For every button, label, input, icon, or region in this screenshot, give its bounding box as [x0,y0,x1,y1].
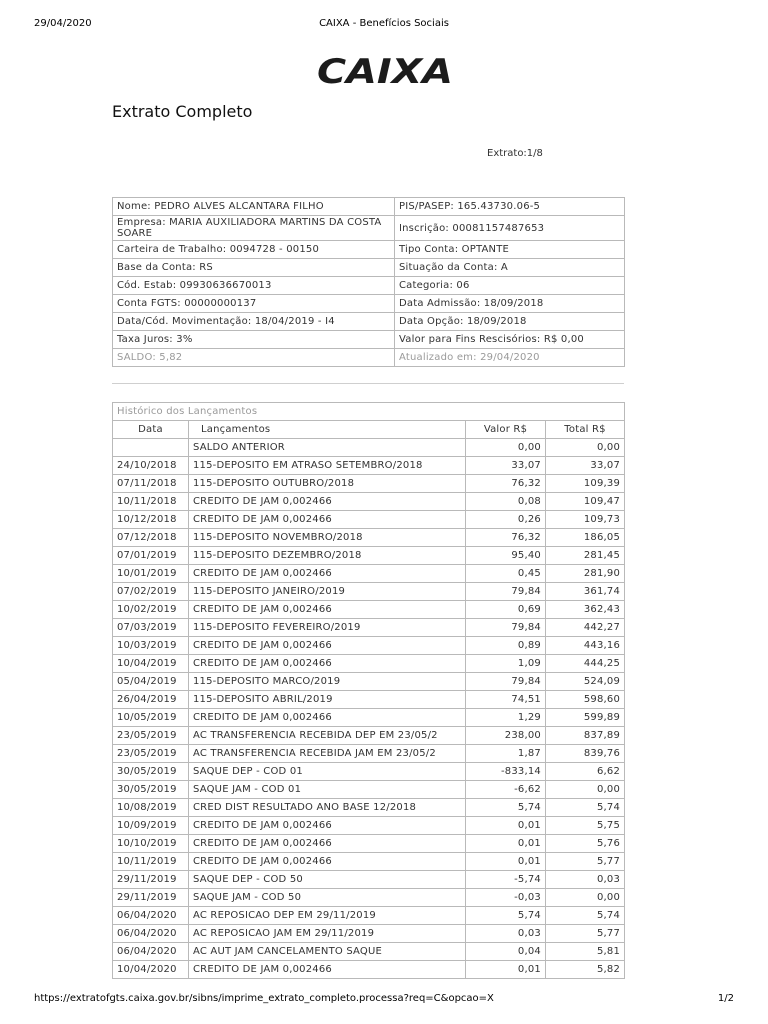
entry-total: 444,25 [546,655,625,673]
history-caption: Histórico dos Lançamentos [113,403,625,421]
info-row [113,349,625,367]
entry-description: AC TRANSFERENCIA RECEBIDA DEP EM 23/05/2 [189,727,466,745]
print-date: 29/04/2020 [34,18,92,29]
entry-description: SAQUE DEP - COD 01 [189,763,466,781]
info-field-left: Empresa: MARIA AUXILIADORA MARTINS DA COSTA SOARE [113,216,395,241]
table-row [113,817,625,835]
entry-date: 30/05/2019 [113,781,189,799]
entry-date: 10/02/2019 [113,601,189,619]
info-field-left: Cód. Estab: 09930636670013 [113,277,395,295]
table-row [113,457,625,475]
entry-total: 5,74 [546,799,625,817]
entry-description: SAQUE DEP - COD 50 [189,871,466,889]
col-header-entries: Lançamentos [189,421,466,439]
table-row [113,853,625,871]
table-row [113,601,625,619]
info-row [113,259,625,277]
entry-value: -5,74 [466,871,546,889]
info-field-left: Conta FGTS: 00000000137 [113,295,395,313]
table-row [113,835,625,853]
entry-description: CREDITO DE JAM 0,002466 [189,637,466,655]
entry-description: CREDITO DE JAM 0,002466 [189,817,466,835]
entry-value: 1,09 [466,655,546,673]
entry-value: 95,40 [466,547,546,565]
entry-value: 0,26 [466,511,546,529]
entry-value: -833,14 [466,763,546,781]
entry-date: 29/11/2019 [113,889,189,907]
entry-date: 24/10/2018 [113,457,189,475]
print-header-title: CAIXA - Benefícios Sociais [319,18,449,29]
print-footer-url: https://extratofgts.caixa.gov.br/sibns/imprime_extrato_completo.processa?req=C&opcao=X [34,993,494,1004]
entry-date [113,439,189,457]
entry-date: 10/04/2020 [113,961,189,979]
entry-description: SALDO ANTERIOR [189,439,466,457]
page-title: Extrato Completo [112,102,253,121]
entry-date: 07/03/2019 [113,619,189,637]
info-field-right: Tipo Conta: OPTANTE [395,241,625,259]
table-row [113,961,625,979]
info-field-left: SALDO: 5,82 [113,349,395,367]
entry-value: 5,74 [466,799,546,817]
history-table [112,402,625,979]
entry-description: 115-DEPOSITO OUTUBRO/2018 [189,475,466,493]
info-field-right: Situação da Conta: A [395,259,625,277]
entry-value: -6,62 [466,781,546,799]
entry-total: 837,89 [546,727,625,745]
entry-date: 06/04/2020 [113,943,189,961]
entry-value: 238,00 [466,727,546,745]
entry-date: 23/05/2019 [113,745,189,763]
info-field-right: Atualizado em: 29/04/2020 [395,349,625,367]
table-row [113,529,625,547]
table-row [113,889,625,907]
entry-value: 1,29 [466,709,546,727]
account-info-table [112,197,625,367]
entry-value: -0,03 [466,889,546,907]
table-row [113,907,625,925]
entry-total: 281,45 [546,547,625,565]
table-row [113,781,625,799]
info-field-left: Data/Cód. Movimentação: 18/04/2019 - I4 [113,313,395,331]
table-row [113,727,625,745]
info-field-right: Inscrição: 00081157487653 [395,216,625,241]
entry-description: CREDITO DE JAM 0,002466 [189,835,466,853]
entry-date: 06/04/2020 [113,907,189,925]
entry-total: 109,47 [546,493,625,511]
table-row [113,799,625,817]
entry-description: CREDITO DE JAM 0,002466 [189,601,466,619]
entry-description: CREDITO DE JAM 0,002466 [189,655,466,673]
info-field-left: Taxa Juros: 3% [113,331,395,349]
entry-value: 76,32 [466,529,546,547]
entry-description: SAQUE JAM - COD 50 [189,889,466,907]
entry-total: 0,00 [546,889,625,907]
caixa-logo-text: CAIXA [317,52,453,88]
entry-description: CREDITO DE JAM 0,002466 [189,961,466,979]
entry-value: 0,04 [466,943,546,961]
entry-date: 10/03/2019 [113,637,189,655]
info-field-left: Nome: PEDRO ALVES ALCANTARA FILHO [113,198,395,216]
table-row [113,511,625,529]
entry-description: AC TRANSFERENCIA RECEBIDA JAM EM 23/05/2 [189,745,466,763]
table-row [113,583,625,601]
table-row [113,547,625,565]
entry-total: 0,00 [546,439,625,457]
entry-value: 0,03 [466,925,546,943]
entry-description: 115-DEPOSITO NOVEMBRO/2018 [189,529,466,547]
table-row [113,709,625,727]
entry-description: 115-DEPOSITO MARCO/2019 [189,673,466,691]
entry-total: 5,74 [546,907,625,925]
entry-date: 10/09/2019 [113,817,189,835]
entry-value: 1,87 [466,745,546,763]
entry-date: 07/11/2018 [113,475,189,493]
entry-date: 26/04/2019 [113,691,189,709]
table-row [113,763,625,781]
entry-total: 524,09 [546,673,625,691]
entry-description: 115-DEPOSITO EM ATRASO SETEMBRO/2018 [189,457,466,475]
entry-description: AC REPOSICAO DEP EM 29/11/2019 [189,907,466,925]
entry-date: 07/01/2019 [113,547,189,565]
info-field-right: Data Admissão: 18/09/2018 [395,295,625,313]
info-field-right: Data Opção: 18/09/2018 [395,313,625,331]
entry-date: 10/05/2019 [113,709,189,727]
entry-description: 115-DEPOSITO JANEIRO/2019 [189,583,466,601]
info-field-right: Valor para Fins Rescisórios: R$ 0,00 [395,331,625,349]
entry-date: 10/08/2019 [113,799,189,817]
table-row [113,871,625,889]
entry-total: 5,77 [546,925,625,943]
entry-description: 115-DEPOSITO FEVEREIRO/2019 [189,619,466,637]
table-row [113,619,625,637]
entry-total: 109,39 [546,475,625,493]
table-row [113,745,625,763]
entry-value: 76,32 [466,475,546,493]
entry-date: 05/04/2019 [113,673,189,691]
entry-total: 443,16 [546,637,625,655]
entry-total: 362,43 [546,601,625,619]
entry-date: 30/05/2019 [113,763,189,781]
entry-date: 10/04/2019 [113,655,189,673]
col-header-value: Valor R$ [466,421,546,439]
entry-description: SAQUE JAM - COD 01 [189,781,466,799]
info-row [113,198,625,216]
entry-date: 06/04/2020 [113,925,189,943]
entry-description: 115-DEPOSITO ABRIL/2019 [189,691,466,709]
entry-value: 33,07 [466,457,546,475]
table-row [113,475,625,493]
entry-total: 5,76 [546,835,625,853]
section-divider [112,383,624,384]
entry-value: 0,69 [466,601,546,619]
entry-total: 6,62 [546,763,625,781]
info-row [113,241,625,259]
entry-description: CREDITO DE JAM 0,002466 [189,565,466,583]
entry-date: 07/12/2018 [113,529,189,547]
entry-value: 5,74 [466,907,546,925]
entry-total: 281,90 [546,565,625,583]
info-row [113,313,625,331]
entry-total: 599,89 [546,709,625,727]
entry-value: 0,01 [466,853,546,871]
info-row [113,295,625,313]
entry-description: CREDITO DE JAM 0,002466 [189,853,466,871]
entry-date: 10/11/2018 [113,493,189,511]
entry-total: 186,05 [546,529,625,547]
info-row [113,331,625,349]
entry-total: 839,76 [546,745,625,763]
info-field-right: Categoria: 06 [395,277,625,295]
table-row [113,673,625,691]
entry-value: 0,89 [466,637,546,655]
entry-value: 79,84 [466,673,546,691]
entry-total: 5,81 [546,943,625,961]
table-row [113,943,625,961]
entry-description: CRED DIST RESULTADO ANO BASE 12/2018 [189,799,466,817]
info-row [113,216,625,241]
entry-value: 74,51 [466,691,546,709]
caixa-logo [316,52,454,88]
entry-value: 0,45 [466,565,546,583]
col-header-date: Data [113,421,189,439]
entry-total: 5,77 [546,853,625,871]
entry-description: 115-DEPOSITO DEZEMBRO/2018 [189,547,466,565]
entry-description: CREDITO DE JAM 0,002466 [189,511,466,529]
entry-total: 598,60 [546,691,625,709]
table-row [113,655,625,673]
entry-total: 442,27 [546,619,625,637]
entry-value: 0,01 [466,961,546,979]
entry-date: 07/02/2019 [113,583,189,601]
page-indicator: Extrato:1/8 [487,148,543,159]
entry-value: 0,01 [466,817,546,835]
history-caption-row [113,403,625,421]
table-row [113,925,625,943]
table-row [113,691,625,709]
entry-value: 0,01 [466,835,546,853]
table-row [113,565,625,583]
entry-value: 0,08 [466,493,546,511]
entry-value: 0,00 [466,439,546,457]
entry-date: 10/11/2019 [113,853,189,871]
entry-total: 0,00 [546,781,625,799]
entry-date: 10/01/2019 [113,565,189,583]
entry-date: 29/11/2019 [113,871,189,889]
entry-total: 109,73 [546,511,625,529]
entry-date: 23/05/2019 [113,727,189,745]
info-row [113,277,625,295]
entry-value: 79,84 [466,619,546,637]
col-header-total: Total R$ [546,421,625,439]
info-field-left: Base da Conta: RS [113,259,395,277]
entry-description: CREDITO DE JAM 0,002466 [189,493,466,511]
entry-date: 10/12/2018 [113,511,189,529]
entry-description: CREDITO DE JAM 0,002466 [189,709,466,727]
entry-total: 361,74 [546,583,625,601]
entry-total: 5,82 [546,961,625,979]
entry-total: 5,75 [546,817,625,835]
entry-description: AC REPOSICAO JAM EM 29/11/2019 [189,925,466,943]
print-footer-page: 1/2 [717,993,734,1004]
history-header-row [113,421,625,439]
table-row [113,637,625,655]
entry-description: AC AUT JAM CANCELAMENTO SAQUE [189,943,466,961]
table-row [113,493,625,511]
table-row [113,439,625,457]
entry-total: 0,03 [546,871,625,889]
info-field-right: PIS/PASEP: 165.43730.06-5 [395,198,625,216]
info-field-left: Carteira de Trabalho: 0094728 - 00150 [113,241,395,259]
entry-value: 79,84 [466,583,546,601]
entry-total: 33,07 [546,457,625,475]
entry-date: 10/10/2019 [113,835,189,853]
